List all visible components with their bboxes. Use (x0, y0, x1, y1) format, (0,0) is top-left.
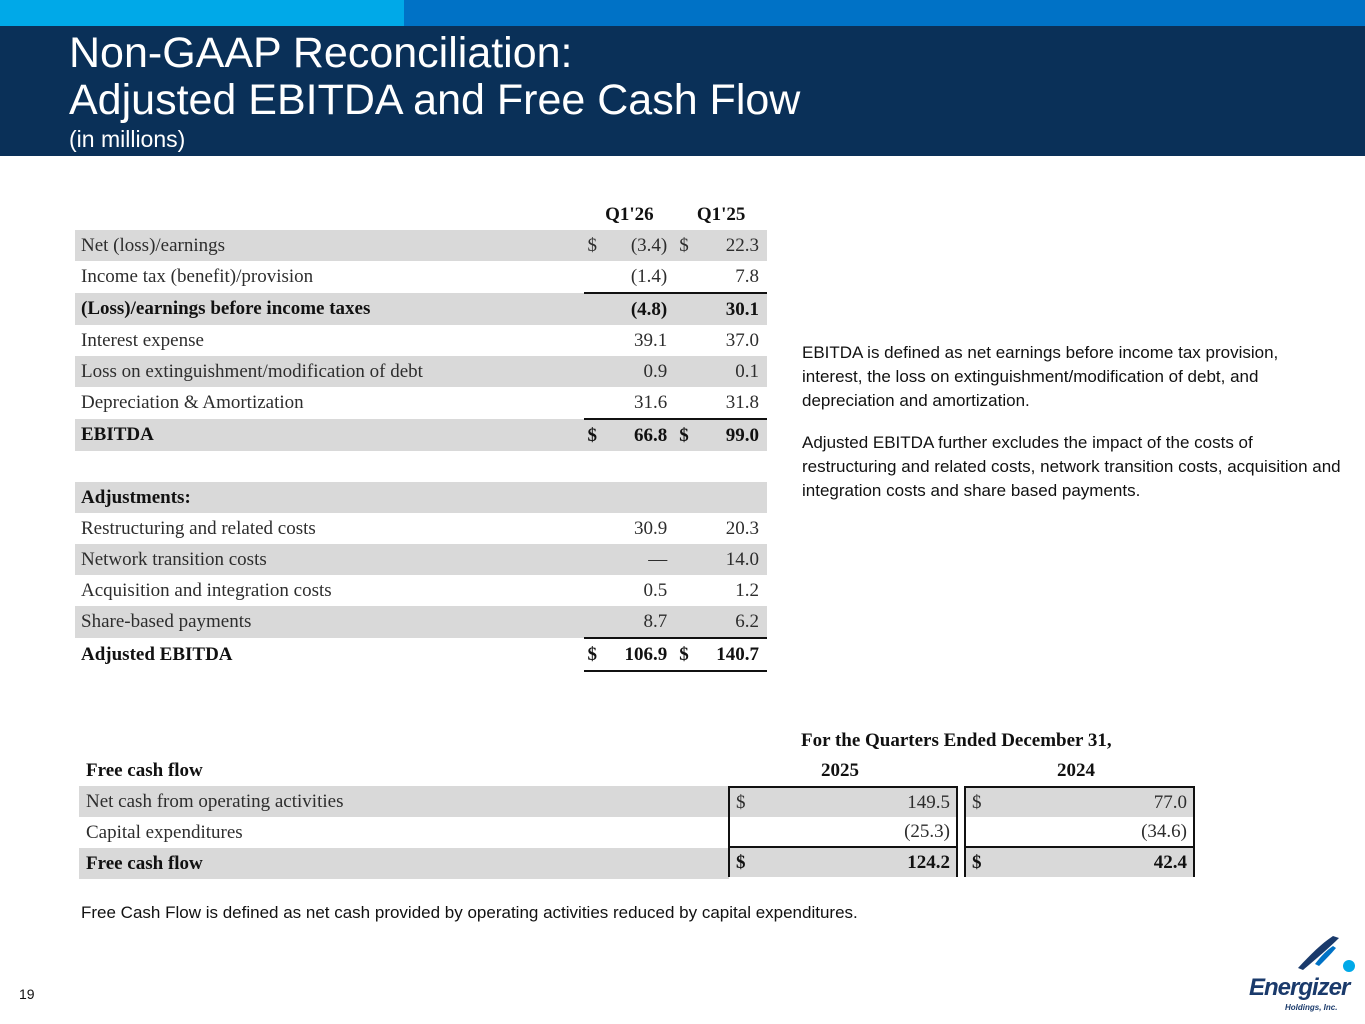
value-q1-26: 30.9 (634, 517, 668, 539)
table-row (75, 230, 767, 261)
table-row (75, 261, 767, 293)
row-label: Income tax (benefit)/provision (81, 266, 314, 287)
table-row (75, 606, 767, 638)
value-q1-25: 99.0 (700, 419, 767, 451)
value-q1-25: 20.3 (725, 517, 759, 539)
value-q1-26: — (608, 544, 675, 575)
fcf-row-labels (79, 786, 729, 879)
value-q1-25: 14.0 (700, 544, 767, 575)
table-row (75, 293, 767, 325)
adjustments-header-row (75, 482, 767, 513)
row-label: Restructuring and related costs (81, 517, 316, 539)
currency-symbol (675, 606, 699, 638)
column-header-q1-25: Q1'25 (696, 203, 746, 225)
definitions-text (802, 341, 1342, 521)
table-cell (966, 846, 1193, 877)
currency-symbol (584, 513, 608, 544)
table-row (75, 513, 767, 544)
currency-symbol: $ (675, 419, 699, 451)
value-q1-25: 6.2 (700, 606, 767, 638)
value-q1-25: 30.1 (700, 293, 767, 325)
row-label: Network transition costs (75, 544, 584, 575)
value-2025: 124.2 (907, 852, 950, 873)
table-spacer (75, 451, 767, 482)
ebitda-definition: EBITDA is defined as net earnings before income tax provision, interest, the loss on extinguishment/modification of debt, and depreciation and amortization. (802, 343, 1279, 410)
table-row (75, 356, 767, 387)
row-label: Interest expense (81, 329, 204, 351)
value-q1-26: (3.4) (608, 230, 675, 261)
currency-symbol: $ (736, 792, 746, 813)
currency-symbol: $ (584, 230, 608, 261)
value-q1-25: 22.3 (700, 230, 767, 261)
table-row (75, 387, 767, 419)
currency-symbol (675, 387, 699, 419)
currency-symbol: $ (972, 792, 982, 813)
value-q1-26: 66.8 (608, 419, 675, 451)
value-2024: 77.0 (1153, 792, 1187, 813)
currency-symbol (584, 575, 608, 606)
table-cell (966, 817, 1193, 846)
row-label: Free cash flow (79, 848, 729, 879)
value-q1-25: 37.0 (725, 329, 759, 351)
value-q1-26: 8.7 (608, 606, 675, 638)
value-q1-26: (1.4) (608, 261, 675, 293)
table-cell (730, 788, 956, 817)
row-label: (Loss)/earnings before income taxes (75, 293, 584, 325)
title-line-2: Adjusted EBITDA and Free Cash Flow (69, 76, 801, 124)
value-q1-26: 106.9 (608, 638, 675, 671)
currency-symbol (584, 293, 608, 325)
column-header-2025: 2025 (821, 760, 859, 781)
logo-tagline: Holdings, Inc. (1285, 1003, 1338, 1012)
value-q1-26: 39.1 (634, 329, 668, 351)
table-header-row (75, 199, 767, 230)
table-row (75, 419, 767, 451)
row-label: Depreciation & Amortization (81, 392, 304, 413)
row-label: Acquisition and integration costs (81, 579, 332, 601)
fcf-definition: Free Cash Flow is defined as net cash provided by operating activities reduced by capital expenditures. (81, 903, 858, 922)
currency-symbol: $ (972, 852, 982, 873)
column-header-2024: 2024 (1057, 760, 1095, 781)
table-cell (730, 817, 956, 846)
currency-symbol (584, 325, 608, 356)
currency-symbol (584, 261, 608, 293)
table-cell (966, 788, 1193, 817)
currency-symbol: $ (584, 419, 608, 451)
row-label: Adjusted EBITDA (81, 643, 233, 665)
row-label: Net cash from operating activities (79, 786, 729, 817)
value-q1-25: 1.2 (735, 579, 759, 601)
currency-symbol (675, 325, 699, 356)
accent-bar-light (0, 0, 404, 26)
currency-symbol (675, 513, 699, 544)
fcf-column-2025 (728, 786, 958, 877)
row-label: Loss on extinguishment/modification of debt (75, 356, 584, 387)
column-header-q1-26: Q1'26 (605, 203, 654, 225)
currency-symbol (675, 356, 699, 387)
fcf-period-caption: For the Quarters Ended December 31, (801, 730, 1112, 751)
value-q1-25: 7.8 (700, 261, 767, 293)
currency-symbol (584, 387, 608, 419)
currency-symbol (584, 544, 608, 575)
logo-wordmark: Energizer (1249, 974, 1350, 1001)
value-q1-26: 0.5 (643, 579, 668, 601)
value-q1-26: (4.8) (608, 293, 675, 325)
value-2025: 149.5 (907, 792, 950, 813)
currency-symbol (675, 293, 699, 325)
table-row (75, 575, 767, 606)
currency-symbol: $ (736, 852, 746, 873)
value-q1-25: 140.7 (700, 638, 767, 671)
value-q1-26: 0.9 (608, 356, 675, 387)
table-row (75, 325, 767, 356)
value-2025: (25.3) (904, 821, 950, 842)
row-label: EBITDA (75, 419, 584, 451)
currency-symbol: $ (675, 638, 699, 671)
fcf-table-header: Free cash flow (86, 760, 203, 781)
currency-symbol (675, 575, 699, 606)
table-cell (730, 846, 956, 877)
row-label: Capital expenditures (86, 822, 243, 843)
value-q1-25: 31.8 (700, 387, 767, 419)
currency-symbol (584, 356, 608, 387)
table-row (75, 544, 767, 575)
adjusted-ebitda-definition: Adjusted EBITDA further excludes the impact of the costs of restructuring and related costs, network transition costs, acquisition and integration costs and share based payments. (802, 433, 1341, 500)
currency-symbol (675, 544, 699, 575)
value-2024: 42.4 (1153, 852, 1187, 873)
row-label: Share-based payments (75, 606, 584, 638)
fcf-column-2024 (964, 786, 1195, 877)
value-q1-26: 31.6 (608, 387, 675, 419)
currency-symbol: $ (584, 638, 608, 671)
slide-header (0, 26, 1365, 156)
value-2024: (34.6) (1141, 821, 1187, 842)
adjustments-label: Adjustments: (75, 482, 584, 513)
accent-bar-dark (404, 0, 1365, 26)
currency-symbol (675, 261, 699, 293)
slide-subtitle: (in millions) (69, 126, 186, 152)
value-q1-25: 0.1 (700, 356, 767, 387)
currency-symbol (584, 606, 608, 638)
row-label: Net (loss)/earnings (75, 230, 584, 261)
title-line-1: Non-GAAP Reconciliation: (69, 29, 573, 77)
table-row (75, 638, 767, 671)
ebitda-reconciliation-table (75, 199, 767, 672)
currency-symbol: $ (675, 230, 699, 261)
page-number: 19 (19, 986, 35, 1002)
slide-title (69, 30, 800, 124)
